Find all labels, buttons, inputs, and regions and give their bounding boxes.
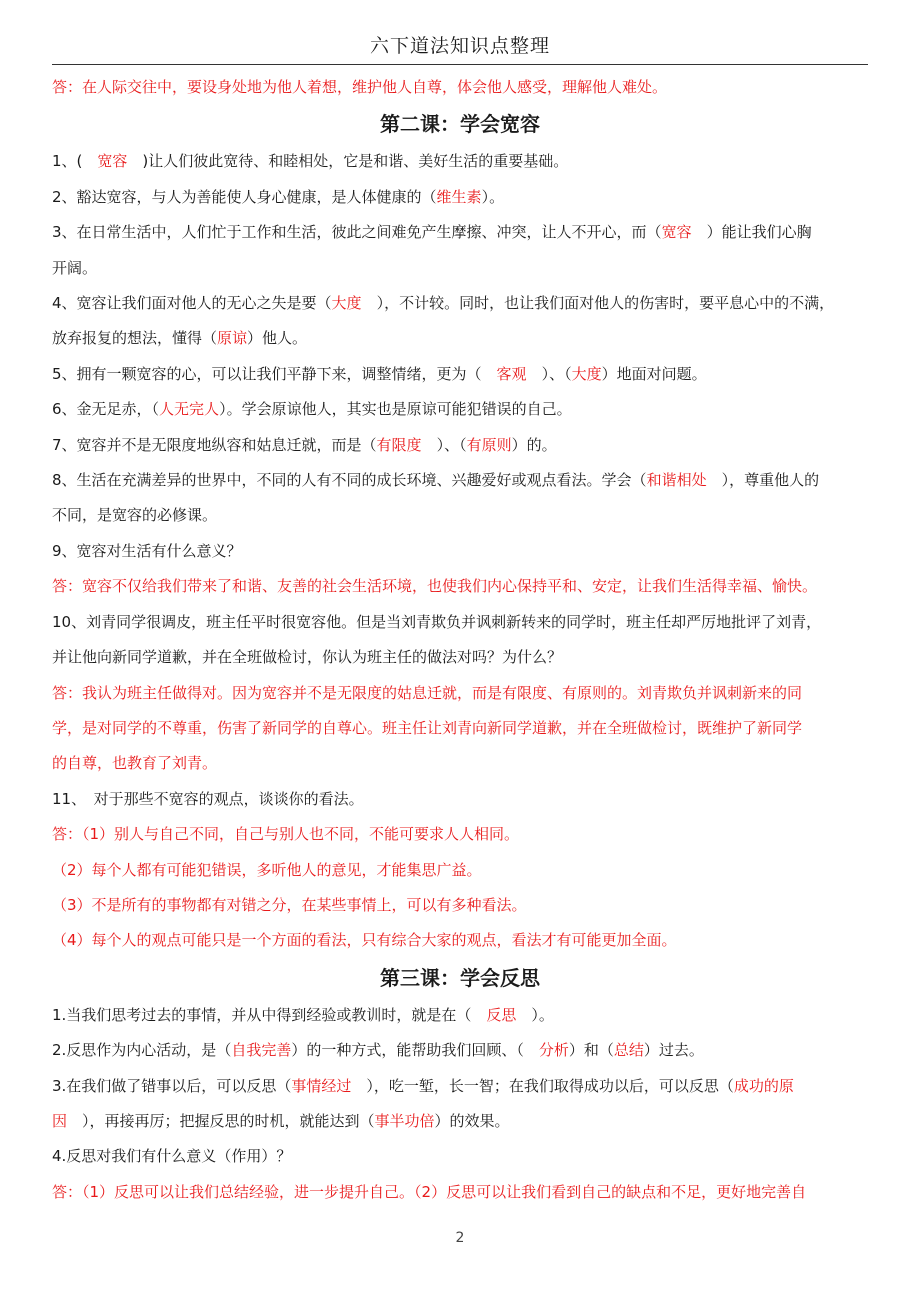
body-text: ）能让我们心胸 (691, 223, 812, 242)
answer-text: 事情经过 (291, 1076, 352, 1095)
answer-text: 答：在人际交往中，要设身处地为他人着想，维护他人自尊，体会他人感受，理解他人难处。 (52, 78, 668, 96)
answer-text: 答：（1）别人与自己不同，自己与别人也不同，不能可要求人人相同。 (52, 825, 520, 844)
answer-text: 答：宽容不仅给我们带来了和谐、友善的社会生活环境，也使我们内心保持平和、安定，让我们生活得幸福、愉快。 (52, 577, 818, 596)
page-header (52, 30, 868, 65)
answer-text: 客观 (496, 364, 527, 383)
answer-text: 宽容 (661, 223, 692, 242)
text-line (52, 251, 868, 286)
section-title (52, 105, 868, 144)
body-text: ）。 (516, 1005, 554, 1024)
body-text: 放弃报复的想法，懂得（ (52, 329, 218, 348)
text-line (52, 711, 868, 746)
answer-text: 和谐相处 (646, 471, 707, 490)
text-line (52, 215, 868, 250)
body-text: )让人们彼此宽待、和睦相处，它是和谐、美好生活的重要基础。 (127, 152, 569, 171)
body-text: ）和（ (568, 1041, 614, 1060)
answer-text: 维生素 (436, 187, 482, 206)
body-text: ），不计较。同时，也让我们面对他人的伤害时，要平息心中的不满， (361, 294, 835, 313)
body-text: ），尊重他人的 (706, 471, 820, 490)
answer-text: 分析 (538, 1041, 569, 1060)
answer-text: 反思 (486, 1005, 517, 1024)
body-text: ）他人。 (247, 329, 308, 348)
text-line (52, 998, 868, 1033)
section-title (52, 959, 868, 998)
text-line (52, 1033, 868, 1068)
answer-text: 的自尊，也教育了刘青。 (52, 754, 218, 773)
text-line (52, 746, 868, 781)
answer-text: （2）每个人都有可能犯错误，多听他人的意见，才能集思广益。 (52, 860, 482, 879)
answer-text: 原谅 (217, 329, 248, 348)
body-text: ）、（ (526, 364, 572, 383)
text-line (52, 428, 868, 463)
header-title: 六下道法知识点整理 (369, 35, 550, 57)
answer-text: 有原则 (466, 435, 512, 454)
text-line (52, 888, 868, 923)
text-line (52, 392, 868, 427)
text-line (52, 605, 868, 640)
answer-text: 答：（1）反思可以让我们总结经验，进一步提升自己。（2）反思可以让我们看到自己的缺点和不足，更好地完善自 (52, 1182, 807, 1201)
answer-text: 大度 (571, 364, 602, 383)
text-line (52, 817, 868, 852)
text-line (52, 357, 868, 392)
body-text: 4、宽容让我们面对他人的无心之失是要（ (52, 294, 332, 313)
text-line (52, 70, 868, 105)
text-line (52, 534, 868, 569)
body-text: ），再接再厉；把握反思的时机，就能达到（ (67, 1111, 375, 1130)
answer-text: 因 (52, 1111, 68, 1130)
body-text: ）的效果。 (434, 1111, 510, 1130)
body-text: 1.当我们思考过去的事情，并从中得到经验或教训时，就是在（ (52, 1005, 487, 1024)
body-text: 并让他向新同学道歉，并在全班做检讨，你认为班主任的做法对吗？为什么？ (52, 648, 563, 667)
text-line (52, 144, 868, 179)
text-line (52, 1175, 868, 1210)
body-text: 2.反思作为内心活动，是（ (52, 1041, 232, 1060)
text-line (52, 923, 868, 958)
body-text: 7、宽容并不是无限度地纵容和姑息迁就，而是（ (52, 435, 377, 454)
answer-text: （3）不是所有的事物都有对错之分，在某些事情上，可以有多种看法。 (52, 895, 527, 914)
answer-text: 宽容 (97, 152, 128, 171)
text-line (52, 498, 868, 533)
answer-text: （4）每个人的观点可能只是一个方面的看法，只有综合大家的观点，看法才有可能更加全面。 (52, 931, 677, 950)
answer-text: 总结 (613, 1041, 644, 1060)
body-text: 第二课：学会宽容 (380, 112, 540, 137)
text-line (52, 676, 868, 711)
body-text: ）的。 (511, 435, 557, 454)
text-line (52, 463, 868, 498)
text-line (52, 286, 868, 321)
body-text: ）过去。 (643, 1041, 704, 1060)
body-text: 2、豁达宽容，与人为善能使人身心健康，是人体健康的（ (52, 187, 437, 206)
answer-text: 大度 (331, 294, 362, 313)
text-line (52, 180, 868, 215)
body-text: 不同，是宽容的必修课。 (52, 506, 218, 525)
body-text: 1、( (52, 152, 98, 171)
text-line (52, 782, 868, 817)
answer-text: 学，是对同学的不尊重，伤害了新同学的自尊心。班主任让刘青向新同学道歉，并在全班做检讨，既维护了新同学 (52, 718, 803, 737)
document-body (52, 70, 868, 1210)
body-text: ）地面对问题。 (601, 364, 707, 383)
body-text: 9、宽容对生活有什么意义？ (52, 541, 242, 560)
answer-text: 答：我认为班主任做得对。因为宽容并不是无限度的姑息迁就，而是有限度、有原则的。刘青欺负并讽刺新来的同 (52, 683, 803, 702)
text-line (52, 640, 868, 675)
body-text: ）。学会原谅他人，其实也是原谅可能犯错误的自己。 (219, 400, 572, 419)
body-text: 10、刘青同学很调皮，班主任平时很宽容他。但是当刘青欺负并讽刺新转来的同学时，班主任却严厉地批评了刘青， (52, 612, 822, 631)
body-text: 3、在日常生活中，人们忙于工作和生活，彼此之间难免产生摩擦、冲突，让人不开心，而（ (52, 223, 662, 242)
answer-text: 事半功倍 (374, 1111, 435, 1130)
text-line (52, 1139, 868, 1174)
text-line (52, 853, 868, 888)
body-text: 11、 对于那些不宽容的观点，谈谈你的看法。 (52, 789, 364, 808)
answer-text: 有限度 (376, 435, 422, 454)
body-text: 8、生活在充满差异的世界中，不同的人有不同的成长环境、兴趣爱好或观点看法。学会（ (52, 471, 647, 490)
body-text: 开阔。 (52, 258, 98, 277)
text-line (52, 321, 868, 356)
body-text: 4.反思对我们有什么意义（作用）？ (52, 1147, 292, 1166)
body-text: 第三课：学会反思 (380, 965, 540, 990)
answer-text: 成功的原 (733, 1076, 794, 1095)
text-line (52, 1104, 868, 1139)
body-text: ）的一种方式，能帮助我们回顾、（ (291, 1041, 539, 1060)
answer-text: 人无完人 (159, 400, 220, 419)
body-text: ），吃一堑，长一智；在我们取得成功以后，可以反思（ (351, 1076, 734, 1095)
body-text: ）。 (481, 187, 505, 206)
body-text: 3.在我们做了错事以后，可以反思（ (52, 1076, 292, 1095)
page-number: 2 (455, 1230, 465, 1246)
text-line (52, 569, 868, 604)
text-line (52, 1069, 868, 1104)
body-text: 5、拥有一颗宽容的心，可以让我们平静下来，调整情绪，更为（ (52, 364, 497, 383)
body-text: ）、（ (421, 435, 467, 454)
answer-text: 自我完善 (231, 1041, 292, 1060)
body-text: 6、金无足赤，（ (52, 400, 160, 419)
